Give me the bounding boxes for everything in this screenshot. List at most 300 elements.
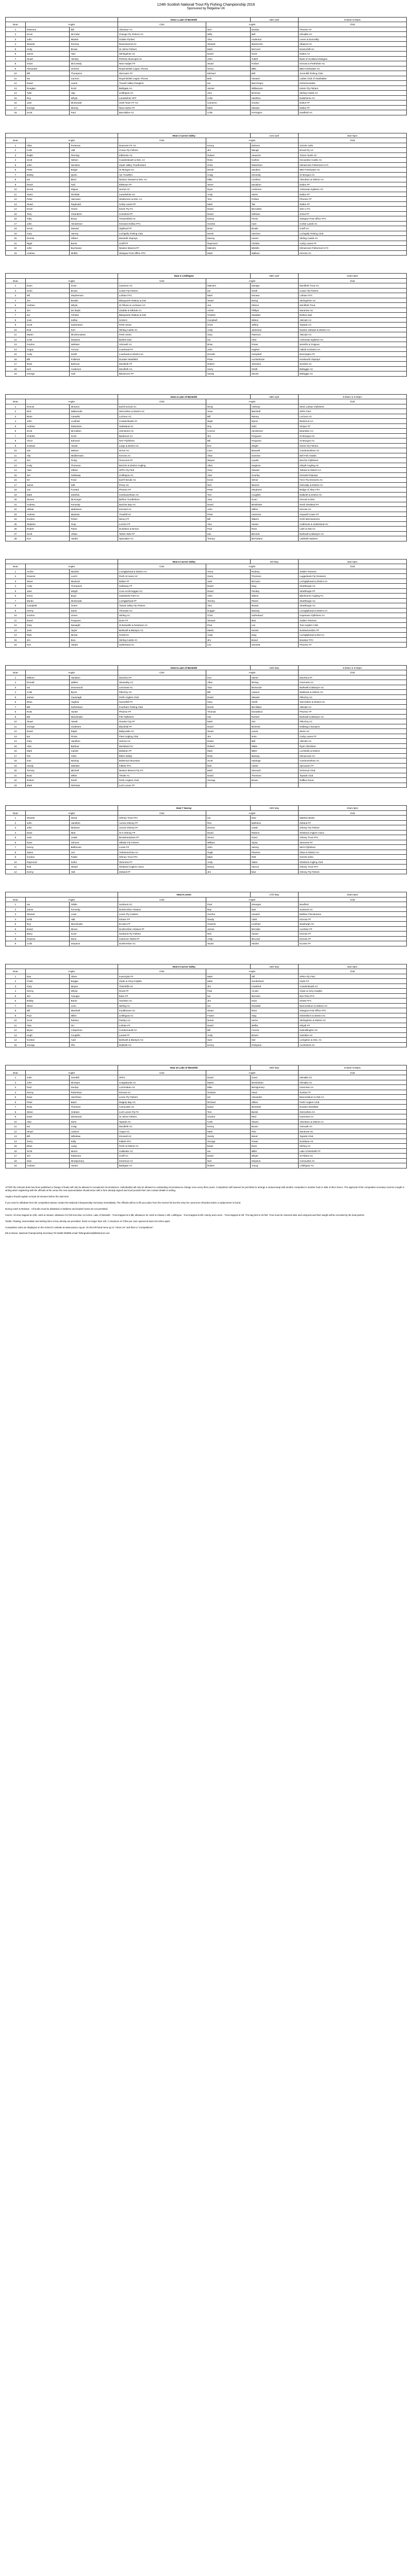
angler-header: Angler <box>206 810 298 816</box>
boat-number: 3 <box>6 37 26 42</box>
table-row <box>6 332 407 337</box>
angler-first-name: John <box>25 162 70 167</box>
table-row <box>6 912 407 917</box>
angler-club: Blackhall FF <box>118 724 206 729</box>
partner-club: Stirling Castle AC <box>298 236 406 241</box>
partner-club: Ladies Club of Strathallan <box>298 76 406 81</box>
table-row <box>6 855 407 860</box>
angler-surname: Fullerton <box>70 357 118 362</box>
partner-first-name: Stuart <box>206 729 250 734</box>
angler-first-name: Ally <box>25 453 70 458</box>
partner-first-name: Mark <box>206 46 250 52</box>
angler-surname: Macklin <box>70 569 118 574</box>
table-row <box>6 308 407 313</box>
angler-first-name: Nigel <box>25 241 70 246</box>
table-row <box>6 283 407 289</box>
boat-number: 8 <box>6 317 26 323</box>
boat-number: 18 <box>6 758 26 764</box>
partner-club: Bathlan Piscatorians <box>298 912 406 917</box>
angler-club: St Johns Fishers <box>118 1114 206 1120</box>
table-row <box>6 1114 407 1120</box>
table-row <box>6 835 407 840</box>
table-row <box>6 579 407 584</box>
partner-first-name: Ray <box>206 907 250 912</box>
partner-club: Kinross AC <box>298 507 406 512</box>
partner-first-name: George <box>206 778 250 783</box>
heat-date: 29th May <box>250 1065 298 1071</box>
partner-club: Montrose AC <box>298 308 406 313</box>
table-row <box>6 158 407 163</box>
angler-club: Bellahan FF <box>118 749 206 754</box>
angler-header: Angler <box>206 22 298 27</box>
angler-surname: Brown <box>70 46 118 52</box>
angler-surname: Raybould <box>70 201 118 207</box>
heat-date: 26th April <box>250 274 298 279</box>
angler-first-name: Mick <box>25 633 70 638</box>
partner-club: Carby Lanes FF <box>298 734 406 739</box>
table-row <box>6 1158 407 1163</box>
boat-number: 9 <box>6 941 26 946</box>
table-row <box>6 816 407 821</box>
boat-number: 11 <box>6 453 26 458</box>
partner-club: Lochgelly Fishing Club <box>298 231 406 236</box>
angler-first-name: Jim <box>25 637 70 642</box>
angler-club: Royal British Legion Thurso <box>118 76 206 81</box>
table-row <box>6 830 407 835</box>
boat-number: 12 <box>6 869 26 874</box>
table-row <box>6 690 407 695</box>
boat-number: 13 <box>6 734 26 739</box>
angler-first-name: Jack <box>25 100 70 106</box>
partner-surname: Mackenzie <box>250 42 298 47</box>
table-row <box>6 1163 407 1168</box>
angler-first-name: Gerry <box>25 594 70 599</box>
column-header-row <box>6 810 407 816</box>
angler-surname: Fursted <box>70 487 118 493</box>
partner-first-name: Mark <box>206 855 250 860</box>
boat-number: 13 <box>6 342 26 347</box>
club-header: Club <box>298 399 406 404</box>
partner-first-name: Andy <box>206 859 250 865</box>
angler-club: Arbroath AA <box>118 342 206 347</box>
angler-club: Glencairn FF <box>118 71 206 76</box>
angler-club: Dalgety Bay AC <box>118 1099 206 1105</box>
angler-surname: Inkster <box>70 865 118 870</box>
partner-first-name: Ian <box>206 81 250 86</box>
table-row <box>6 362 407 367</box>
partner-club: Ullapool AC <box>298 42 406 47</box>
partner-first-name: Neil <box>206 27 250 32</box>
partner-surname: Stewart <box>250 105 298 110</box>
angler-surname: Gilmour <box>70 840 118 845</box>
heat-date: 17th May <box>250 892 298 897</box>
angler-surname: Sherwood <box>70 1114 118 1120</box>
angler-surname: Gall <box>70 182 118 187</box>
partner-surname: Taylor <box>250 840 298 845</box>
boat-number: 19 <box>6 492 26 497</box>
table-row <box>6 177 407 182</box>
partner-first-name: David <box>206 211 250 216</box>
boat-number: 16 <box>6 1148 26 1154</box>
angler-surname: Thompson <box>70 584 118 589</box>
blank-cell <box>6 1065 118 1071</box>
angler-surname: De Boyle <box>70 308 118 313</box>
partner-first-name <box>206 783 250 788</box>
angler-header: Angler <box>206 969 298 974</box>
boat-number: 4 <box>6 989 26 994</box>
table-row <box>6 148 407 153</box>
heat-table <box>5 559 407 648</box>
angler-surname: Hendry <box>70 56 118 61</box>
partner-surname: Arnold <box>250 989 298 994</box>
boat-number: 3 <box>6 685 26 690</box>
partner-first-name: Duggie <box>206 608 250 613</box>
boat-number: 1 <box>6 675 26 680</box>
table-row <box>6 1154 407 1159</box>
table-row <box>6 825 407 831</box>
angler-club: Linlithgow AC <box>118 472 206 478</box>
angler-surname: Colquhoun <box>70 1028 118 1033</box>
table-row <box>6 152 407 158</box>
table-row <box>6 569 407 574</box>
partner-first-name: Brian <box>206 226 250 231</box>
angler-header: Angler <box>206 138 298 143</box>
partner-club: Kilmarnock Fishermen's FC <box>298 162 406 167</box>
angler-first-name: Jane <box>25 588 70 594</box>
heat-table <box>5 133 407 256</box>
angler-first-name: Iain <box>25 448 70 453</box>
partner-first-name: Kenny <box>206 1042 250 1047</box>
partner-club: Oban & District AA <box>298 850 406 855</box>
angler-surname: Oddie <box>70 902 118 907</box>
angler-first-name: John <box>25 37 70 42</box>
angler-header: Angler <box>25 138 118 143</box>
table-row <box>6 357 407 362</box>
angler-club: Dunfermline Artisans <box>118 907 206 912</box>
partner-club: Dunbartonshire FF <box>298 628 406 633</box>
partner-club: Aberdeen & District AA <box>298 177 406 182</box>
partner-club: Kilmallie AC <box>298 32 406 37</box>
angler-first-name: Bobby <box>25 172 70 177</box>
angler-surname: Scott <box>70 931 118 937</box>
table-row <box>6 820 407 825</box>
angler-club: Falkirk FFC <box>118 1139 206 1144</box>
angler-first-name: Ian <box>25 1124 70 1129</box>
table-row <box>6 143 407 148</box>
boat-number: 17 <box>6 753 26 758</box>
angler-surname: Hewitt <box>70 719 118 724</box>
angler-club: Linlithgow AC <box>118 91 206 96</box>
table-row <box>6 763 407 768</box>
partner-first-name: Mike <box>206 1085 250 1090</box>
angler-club: Lochgilphead & District AA <box>118 569 206 574</box>
partner-club: St Mungos AC <box>298 438 406 444</box>
column-header-row <box>6 22 407 27</box>
boat-number: 20 <box>6 768 26 773</box>
heat-title: Heat 5 Carron Valley <box>118 559 250 564</box>
angler-header: Angler <box>206 670 298 675</box>
blank-cell <box>6 394 118 399</box>
partner-surname: McGlashan <box>250 1080 298 1085</box>
angler-club: Cumbernauld AC <box>118 1028 206 1033</box>
boat-number: 5 <box>6 303 26 308</box>
table-row <box>6 433 407 438</box>
partner-club: Fenn Fly Dressers AC <box>298 478 406 483</box>
partner-club: Lochgilphead & District AA <box>298 579 406 584</box>
boat-number: 7 <box>6 598 26 603</box>
partner-surname: Smith <box>250 366 298 371</box>
partner-first-name: George <box>206 1139 250 1144</box>
partner-first-name: Norrie <box>206 1018 250 1023</box>
heat-table <box>5 665 407 788</box>
angler-surname: Graham <box>70 1109 118 1114</box>
boat-number: 14 <box>6 633 26 638</box>
partner-surname: Cameron <box>250 512 298 517</box>
angler-club: Perth Anglers Club <box>118 694 206 700</box>
partner-surname: Mackay <box>250 753 298 758</box>
partner-surname: Gourlay <box>250 472 298 478</box>
angler-club: Crossford FF <box>118 211 206 216</box>
angler-club: Sunburst AC <box>118 902 206 907</box>
angler-club: Bathgate AA <box>118 1163 206 1168</box>
angler-club: Belfron Troutfishers <box>118 497 206 502</box>
angler-surname: Beadie <box>70 298 118 303</box>
partner-club: Kenilworth Osprays <box>298 357 406 362</box>
partner-surname: Heriot <box>250 1018 298 1023</box>
partner-first-name: Roy <box>206 423 250 429</box>
partner-surname: Lockhart <box>250 922 298 927</box>
angler-surname: Dunn <box>70 936 118 941</box>
partner-first-name: Mark <box>206 293 250 298</box>
partner-surname: Anderson <box>250 37 298 42</box>
partner-club: Falkirk & District AA <box>298 347 406 352</box>
angler-first-name: Archie <box>25 569 70 574</box>
partner-first-name: Neil <box>206 931 250 937</box>
partner-surname: Howard <box>250 76 298 81</box>
boat-number: 6 <box>6 700 26 705</box>
table-row <box>6 594 407 599</box>
angler-club: Stirling Castle AC <box>118 327 206 332</box>
angler-first-name: Alan <box>25 1119 70 1124</box>
heat-title: Heat 9 Carron Valley <box>118 964 250 969</box>
boat-number: 13 <box>6 201 26 207</box>
table-row <box>6 182 407 187</box>
angler-first-name: Frank <box>25 979 70 984</box>
partner-first-name: Ian <box>206 288 250 293</box>
table-row <box>6 1119 407 1124</box>
boat-number: 7 <box>6 704 26 709</box>
angler-surname: Fife <box>70 1042 118 1047</box>
angler-surname: Hewitt <box>70 443 118 448</box>
partner-club: Kelvin Fly Fishers <box>298 443 406 448</box>
partner-surname: Muir <box>250 618 298 623</box>
club-header: Club <box>118 138 206 143</box>
angler-first-name: Tony <box>25 211 70 216</box>
partner-first-name: Alan <box>206 497 250 502</box>
angler-first-name: Rob <box>25 327 70 332</box>
angler-surname: Webster <box>70 763 118 768</box>
boat-number: 2 <box>6 574 26 579</box>
partner-club: Dalbeag Champion <box>298 724 406 729</box>
partner-surname: Connor <box>250 1028 298 1033</box>
partner-club: Phoenix FF <box>298 642 406 648</box>
angler-club: Galloway FF <box>118 584 206 589</box>
partner-surname: Bell <box>250 739 298 744</box>
partner-first-name: Donald <box>206 352 250 357</box>
partner-first-name: Ian <box>206 816 250 821</box>
angler-surname: Munro <box>70 1148 118 1154</box>
angler-first-name: George <box>25 105 70 110</box>
heat-date: 18th May <box>250 964 298 969</box>
partner-club: Newton Stewart & District AA <box>298 327 406 332</box>
boat-number: 3 <box>6 1085 26 1090</box>
partner-surname: Heavens <box>250 152 298 158</box>
angler-club: Hamilton AC <box>118 998 206 1004</box>
partner-first-name: Paul <box>206 623 250 628</box>
partner-first-name: Steve <box>206 182 250 187</box>
heat-title: Heat 10 Lake of Menteith <box>118 1065 250 1071</box>
angler-header: Angler <box>206 564 298 569</box>
table-row <box>6 974 407 979</box>
angler-first-name: Gary <box>25 231 70 236</box>
angler-surname: Middlemass <box>70 453 118 458</box>
angler-club: Lothian FF <box>118 1023 206 1028</box>
table-row <box>6 574 407 579</box>
partner-club: Inverness AA <box>298 1114 406 1120</box>
table-row <box>6 1038 407 1043</box>
partner-surname: Hamilton <box>250 95 298 100</box>
partner-surname: Gibson <box>250 303 298 308</box>
partner-surname: Kirkham <box>250 211 298 216</box>
partner-surname: Finlayson <box>250 1042 298 1047</box>
angler-club: Bathgate AA <box>118 86 206 91</box>
partner-surname: Thomson <box>250 773 298 778</box>
partner-first-name: Sam <box>206 1038 250 1043</box>
partner-first-name: Colin <box>206 110 250 115</box>
table-row <box>6 468 407 473</box>
partner-club: Cowie Fly Fishers <box>298 288 406 293</box>
table-row <box>6 226 407 231</box>
partner-club: Kilmallie AC <box>298 1080 406 1085</box>
angler-club: NAF Flyfishers <box>118 438 206 444</box>
club-header: Club <box>118 810 206 816</box>
partner-club: Bearsden AA <box>298 429 406 434</box>
angler-first-name: Murdo <box>25 598 70 603</box>
club-header: Club <box>118 670 206 675</box>
boat-number: 3 <box>6 152 26 158</box>
angler-first-name: David <box>25 729 70 734</box>
partner-surname: Coughlin <box>250 492 298 497</box>
boat-number: 11 <box>6 192 26 197</box>
partner-first-name: Stuart <box>206 1008 250 1013</box>
partner-surname: Flett <box>250 855 298 860</box>
angler-club: Monifieth AC <box>118 1124 206 1129</box>
partner-surname: Dickens <box>250 143 298 148</box>
angler-surname: Craig <box>70 1124 118 1129</box>
angler-first-name: Jack <box>25 628 70 633</box>
table-row <box>6 293 407 298</box>
partner-surname: Maxwell <box>250 448 298 453</box>
angler-surname: McCabe <box>70 32 118 37</box>
angler-first-name: Bill <box>25 704 70 709</box>
angler-club: Crown Fly Fishers <box>118 148 206 153</box>
angler-surname: Green <box>70 207 118 212</box>
angler-surname: Thompson <box>70 71 118 76</box>
angler-surname: Moran <box>70 633 118 638</box>
boat-number: 8 <box>6 61 26 66</box>
partner-club: Phoenix FF <box>298 709 406 715</box>
partner-club: SPPA Fled <box>298 409 406 414</box>
angler-club: Blairgowrie Rattray & Dist <box>118 298 206 303</box>
boat-number: 2 <box>6 288 26 293</box>
boat-number: 22 <box>6 507 26 512</box>
table-row <box>6 1105 407 1110</box>
heat-date: 29th April <box>250 394 298 399</box>
angler-first-name: Ronnie <box>25 404 70 409</box>
partner-club: Carnoustie AC <box>298 1158 406 1163</box>
table-row <box>6 783 407 788</box>
table-row <box>6 1134 407 1139</box>
partner-club: Dalton FF <box>298 201 406 207</box>
partner-club: Orkney Trout FFA <box>298 835 406 840</box>
angler-club: Phoenix FF <box>118 487 206 493</box>
boat-header: Boat <box>6 670 26 675</box>
partner-surname: Harris <box>250 192 298 197</box>
partner-surname: Menzies <box>250 993 298 998</box>
boat-number: 4 <box>6 830 26 835</box>
table-row <box>6 1028 407 1033</box>
angler-surname: Whyte <box>70 989 118 994</box>
partner-club: Greenhill Fishing Club <box>298 71 406 76</box>
table-row <box>6 502 407 507</box>
angler-club: Dunmore FF AC <box>118 143 206 148</box>
angler-club: Perth & District AA <box>118 1144 206 1149</box>
boat-number: 10 <box>6 448 26 453</box>
partner-first-name: Peter <box>206 357 250 362</box>
angler-first-name: Hugh <box>25 1032 70 1038</box>
angler-club: Stirling AC <box>118 1003 206 1008</box>
partner-surname: Wright <box>250 443 298 448</box>
boat-number: 8 <box>6 850 26 855</box>
angler-first-name: David <box>25 182 70 187</box>
partner-club: IBM Freshwater AC <box>298 167 406 173</box>
angler-surname: Walker <box>70 680 118 685</box>
partner-surname: Slater <box>250 859 298 865</box>
angler-first-name: Mark <box>25 783 70 788</box>
partner-first-name: David <box>206 1023 250 1028</box>
angler-surname: Barbour <box>70 743 118 749</box>
angler-surname: Nicolson <box>70 162 118 167</box>
partner-surname: Ross <box>250 1008 298 1013</box>
angler-club: Tayside AC <box>118 1119 206 1124</box>
angler-first-name: Ian <box>25 902 70 907</box>
angler-first-name: Gary <box>25 739 70 744</box>
boat-number: 6 <box>6 1099 26 1105</box>
partner-first-name: Stewart <box>206 42 250 47</box>
boat-number: 16 <box>6 357 26 362</box>
angler-first-name: Ken <box>25 536 70 541</box>
partner-surname: Fraser <box>250 342 298 347</box>
partner-first-name: Gary <box>206 332 250 337</box>
partner-surname: Anderson <box>250 187 298 192</box>
partner-club: Newtonhill AC <box>298 46 406 52</box>
angler-surname: Ferguson <box>70 618 118 623</box>
angler-club: Falkirk FFC <box>118 763 206 768</box>
table-row <box>6 463 407 468</box>
partner-first-name: Jim <box>206 637 250 642</box>
partner-club: Kinross FF <box>298 917 406 922</box>
partner-first-name: Allan <box>206 680 250 685</box>
